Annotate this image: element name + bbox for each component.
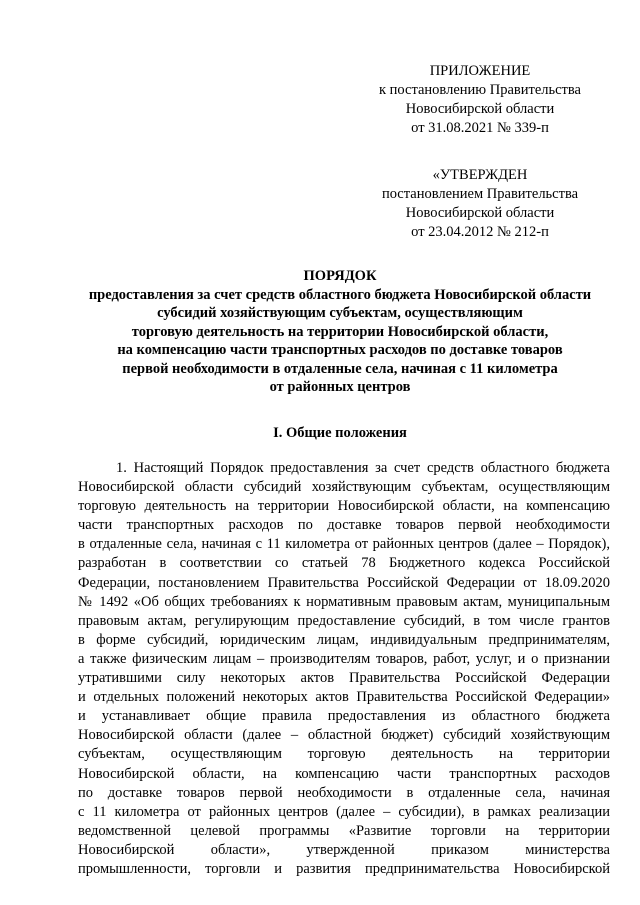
body-line: в форме субсидий, юридическим лицам, индивидуальным предпринимателям, — [78, 631, 610, 648]
body-line: с 11 километра от районных центров (далее – субсидии), в рамках реализации — [78, 803, 610, 820]
body-line: правовым актам, регулирующим предоставление субсидий, в том числе грантов — [78, 612, 610, 629]
body-line: субъектам, осуществляющим торговую деятельность на территории — [78, 746, 610, 763]
approved-line: от 23.04.2012 № 212-п — [411, 224, 549, 240]
appendix-title: ПРИЛОЖЕНИЕ — [429, 63, 531, 79]
title-line: на компенсацию части транспортных расходов по доставке товаров — [117, 342, 563, 358]
approved-line: постановлением Правительства — [381, 186, 579, 202]
title-line: торговую деятельность на территории Новосибирской области, — [131, 323, 549, 340]
body-line: по доставке товаров первой необходимости в отдаленные села, начиная — [78, 784, 610, 801]
body-line: промышленности, торговли и развития предпринимательства Новосибирской — [78, 860, 610, 877]
title-heading: ПОРЯДОК — [303, 268, 377, 284]
approved-title: «УТВЕРЖДЕН — [432, 167, 528, 183]
section-heading: I. Общие положения — [273, 425, 407, 441]
body-line: а также физическим лицам – производителям товаров, работ, услуг, и о признании — [78, 650, 610, 667]
body-line: 1. Настоящий Порядок предоставления за счет средств областного бюджета — [116, 460, 610, 476]
body-line: Новосибирской области субсидий хозяйствующим субъектам, осуществляющим — [78, 479, 610, 496]
body-line: и устанавливает общие правила предоставления из областного бюджета — [78, 708, 610, 725]
appendix-line: Новосибирской области — [405, 101, 555, 117]
body-line: разработан в соответствии со статьей 78 Бюджетного кодекса Российской — [78, 555, 610, 572]
body-line: Новосибирской области», утвержденной приказом министерства — [78, 841, 610, 858]
title-line: предоставления за счет средств областного бюджета Новосибирской области — [88, 286, 592, 303]
body-line: Федерации, постановлением Правительства Российской Федерации от 18.09.2020 — [78, 574, 610, 591]
body-line: торговую деятельность на территории Новосибирской области, на компенсацию — [78, 498, 610, 515]
approved-line: Новосибирской области — [405, 205, 555, 221]
body-line: Новосибирской области (далее – областной бюджет) субсидий хозяйствующим — [78, 727, 610, 744]
appendix-block — [330, 62, 630, 138]
body-line: части транспортных расходов по доставке товаров первой необходимости — [78, 517, 610, 534]
body-line: и отдельных положений некоторых актов Правительства Российской Федерации» — [78, 689, 610, 706]
title-line: субсидий хозяйствующим субъектам, осуществляющим — [157, 305, 523, 321]
title-line: первой необходимости в отдаленные села, начиная с 11 километра — [122, 360, 558, 377]
title-line: от районных центров — [269, 379, 411, 395]
body-line: Новосибирской области, на компенсацию части транспортных расходов — [78, 765, 610, 782]
body-line: ведомственной целевой программы «Развитие торговли на территории — [78, 822, 610, 839]
body-text — [78, 459, 610, 879]
document-title — [40, 267, 640, 397]
body-line: в отдаленные села, начиная с 11 километра от районных центров (далее – Порядок), — [78, 536, 610, 553]
appendix-line: от 31.08.2021 № 339-п — [411, 120, 549, 136]
appendix-line: к постановлению Правительства — [379, 82, 581, 98]
body-line: № 1492 «Об общих требованиях к нормативным правовым актам, муниципальным — [78, 593, 610, 610]
body-line: утратившими силу некоторых актов Правительства Российской Федерации — [78, 670, 610, 687]
approved-block — [330, 166, 630, 242]
